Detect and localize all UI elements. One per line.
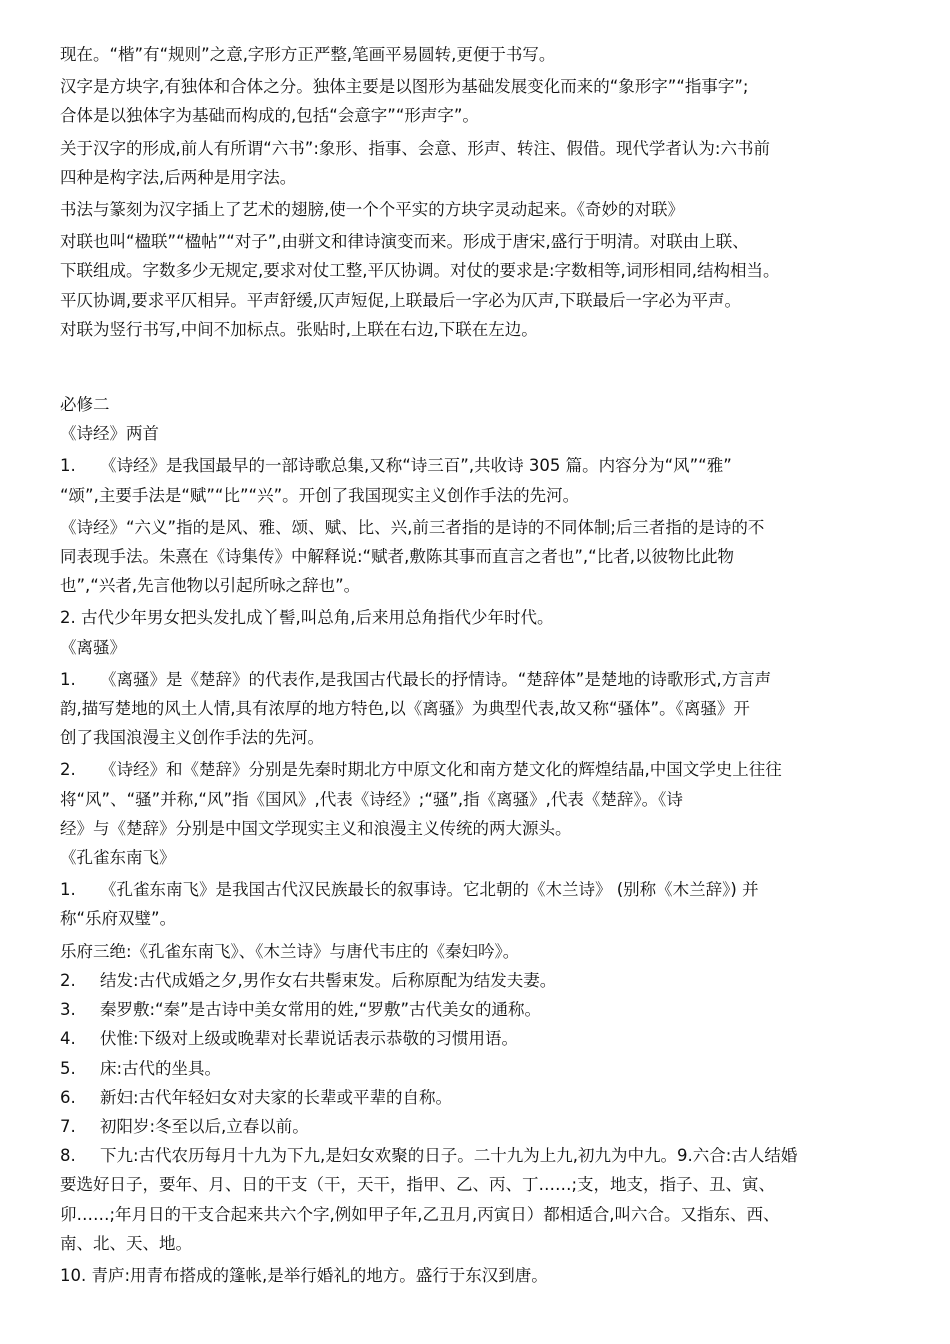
text-line: 四种是构字法,后两种是用字法。 <box>60 167 297 187</box>
list-item <box>60 1024 910 1053</box>
list-text: 新妇:古代年轻妇女对夫家的长辈或平辈的自称。 <box>100 1087 453 1107</box>
text-line: 经》与《楚辞》分别是中国文学现实主义和浪漫主义传统的两大源头。 <box>60 818 572 838</box>
list-item <box>60 1141 910 1170</box>
list-number: 4. <box>60 1029 76 1049</box>
subheading-lisao: 《离骚》 <box>60 637 126 657</box>
list-text: 《离骚》是《楚辞》的代表作,是我国古代最长的抒情诗。“楚辞体”是楚地的诗歌形式,方言声 <box>100 669 772 689</box>
list-text: 下九:古代农历每月十九为下九,是妇女欢聚的日子。二十九为上九,初九为中九。9.六合:古人结婚 <box>100 1146 798 1166</box>
list-number: 3. <box>60 1000 76 1020</box>
text-line: 对联为竖行书写,中间不加标点。张贴时,上联在右边,下联在左边。 <box>60 319 538 339</box>
list-number: 6. <box>60 1087 76 1107</box>
list-item <box>60 451 910 480</box>
text-line: 书法与篆刻为汉字插上了艺术的翅膀,使一个个平实的方块字灵动起来。《奇妙的对联》 <box>60 200 684 220</box>
text-line: 卯……;年月日的干支合起来共六个字,例如甲子年,乙丑月,丙寅日）都相适合,叫六合。又指东、西、 <box>60 1204 780 1224</box>
subheading-shijing: 《诗经》两首 <box>60 424 159 444</box>
text-line: 创了我国浪漫主义创作手法的先河。 <box>60 728 324 748</box>
text-line: 合体是以独体字为基础而构成的,包括“会意字”“形声字”。 <box>60 106 479 126</box>
list-number: 8. <box>60 1146 76 1166</box>
text-line: 也”,“兴者,先言他物以引起所咏之辞也”。 <box>60 576 361 596</box>
list-text: 《孔雀东南飞》是我国古代汉民族最长的叙事诗。它北朝的《木兰诗》 (别称《木兰辞》) 并 <box>100 880 759 900</box>
text-line: 韵,描写楚地的风土人情,具有浓厚的地方特色,以《离骚》为典型代表,故又称“骚体”。《离骚》开 <box>60 699 750 719</box>
list-text: 伏惟:下级对上级或晚辈对长辈说话表示恭敬的习惯用语。 <box>100 1029 519 1049</box>
list-item <box>60 995 910 1024</box>
list-text: 《诗经》和《楚辞》分别是先秦时期北方中原文化和南方楚文化的辉煌结晶,中国文学史上往往 <box>100 760 782 780</box>
list-item <box>60 1054 910 1083</box>
list-number: 5. <box>60 1058 76 1078</box>
list-item <box>60 1112 910 1141</box>
list-number: 7. <box>60 1116 76 1136</box>
text-line: 现在。“楷”有“规则”之意,字形方正严整,笔画平易圆转,更便于书写。 <box>60 45 556 64</box>
text-line: 下联组成。字数多少无规定,要求对仗工整,平仄协调。对仗的要求是:字数相等,词形相同,结构相当。 <box>60 261 780 281</box>
subheading-kongque: 《孔雀东南飞》 <box>60 848 176 868</box>
list-text: 床:古代的坐具。 <box>100 1058 222 1078</box>
list-number: 1. <box>60 456 76 476</box>
list-text: 秦罗敷:“秦”是古诗中美女常用的姓,“罗敷”古代美女的通称。 <box>100 1000 541 1020</box>
document-page <box>60 40 910 1290</box>
text-line: 平仄协调,要求平仄相异。平声舒缓,仄声短促,上联最后一字必为仄声,下联最后一字必为平声。 <box>60 290 741 310</box>
list-item: 2. 古代少年男女把头发扎成丫髻,叫总角,后来用总角指代少年时代。 <box>60 608 554 628</box>
text-line: 汉字是方块字,有独体和合体之分。独体主要是以图形为基础发展变化而来的“象形字”“指事字”; <box>60 77 749 97</box>
list-item <box>60 665 910 694</box>
list-text: 初阳岁:冬至以后,立春以前。 <box>100 1116 309 1136</box>
list-item <box>60 1083 910 1112</box>
text-line: 关于汉字的形成,前人有所谓“六书”:象形、指事、会意、形声、转注、假借。现代学者认为:六书前 <box>60 138 770 158</box>
text-line: 称“乐府双璧”。 <box>60 909 177 929</box>
blank-line <box>60 344 910 390</box>
list-number: 1. <box>60 880 76 900</box>
text-line: 同表现手法。朱熹在《诗集传》中解释说:“赋者,敷陈其事而直言之者也”,“比者,以彼物比此物 <box>60 547 734 567</box>
list-item <box>60 755 910 784</box>
list-item: 10. 青庐:用青布搭成的篷帐,是举行婚礼的地方。盛行于东汉到唐。 <box>60 1265 548 1285</box>
list-item <box>60 966 910 995</box>
list-number: 2. <box>60 970 76 990</box>
text-line: 将“风”、“骚”并称,“风”指《国风》,代表《诗经》;“骚”,指《离骚》,代表《楚辞》。《诗 <box>60 789 683 809</box>
list-number: 1. <box>60 669 76 689</box>
text-line: 乐府三绝:《孔雀东南飞》、《木兰诗》与唐代韦庄的《秦妇吟》。 <box>60 941 520 961</box>
list-text: 结发:古代成婚之夕,男作女右共髻束发。后称原配为结发夫妻。 <box>100 970 557 990</box>
list-number: 2. <box>60 760 76 780</box>
text-line: 《诗经》“六义”指的是风、雅、颂、赋、比、兴,前三者指的是诗的不同体制;后三者指的是诗的不 <box>60 517 765 537</box>
text-line: “颂”,主要手法是“赋”“比”“兴”。开创了我国现实主义创作手法的先河。 <box>60 485 580 505</box>
text-line: 对联也叫“楹联”“楹帖”“对子”,由骈文和律诗演变而来。形成于唐宋,盛行于明清。对联由上联、 <box>60 232 749 252</box>
list-text: 《诗经》是我国最早的一部诗歌总集,又称“诗三百”,共收诗 305 篇。内容分为“风”“雅” <box>100 456 732 476</box>
section-heading: 必修二 <box>60 395 110 415</box>
list-item <box>60 875 910 904</box>
text-line: 要选好日子，要年、月、日的干支（干，天干，指甲、乙、丙、丁……;支，地支，指子、丑、寅、 <box>60 1175 776 1195</box>
text-line: 南、北、天、地。 <box>60 1233 192 1253</box>
